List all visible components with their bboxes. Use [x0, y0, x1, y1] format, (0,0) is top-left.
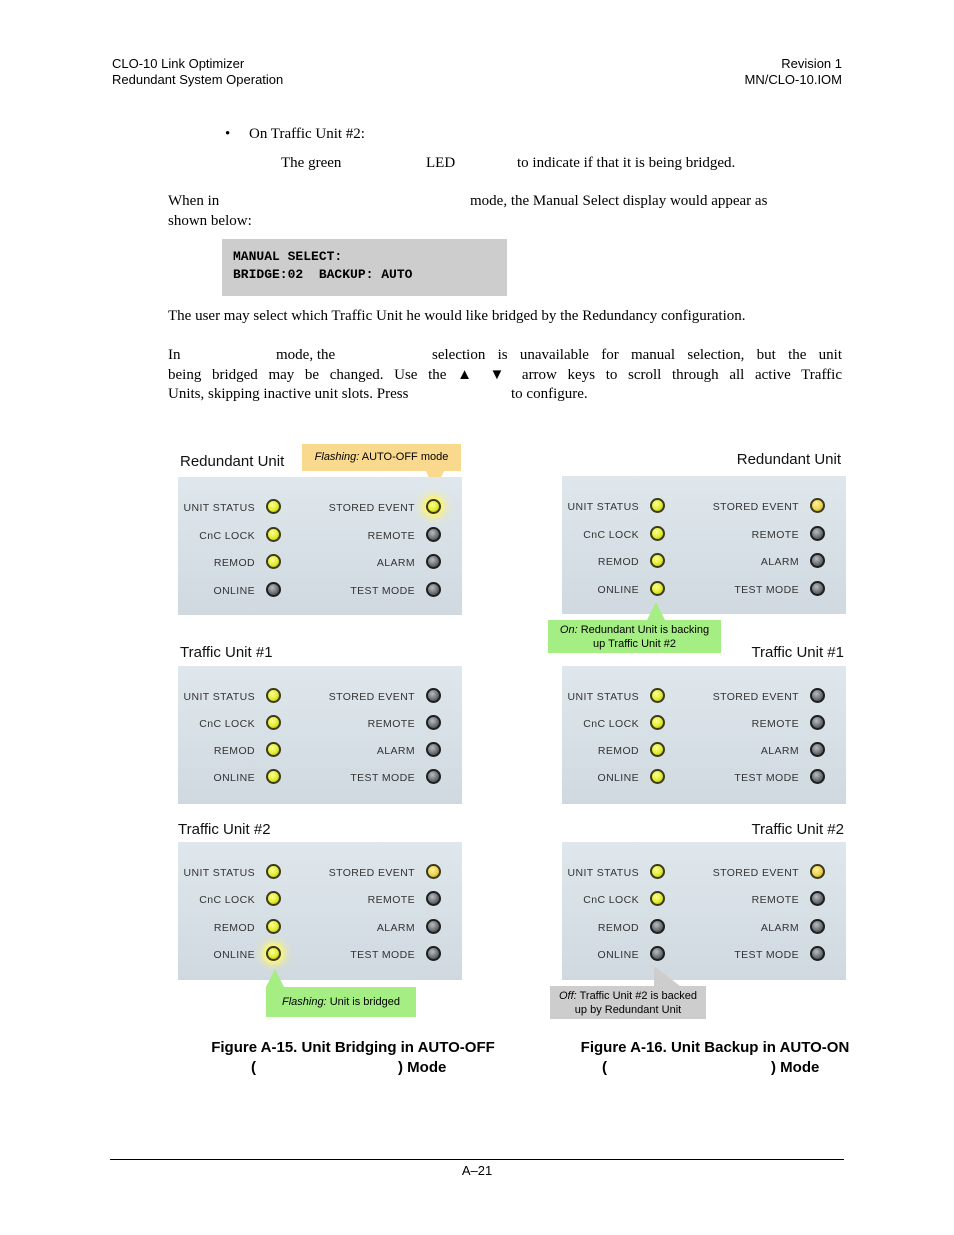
doc-title: CLO-10 Link Optimizer	[112, 56, 245, 71]
in-text-a: In	[168, 347, 181, 363]
title-traffic1-right: Traffic Unit #1	[751, 644, 844, 661]
led-alarm	[810, 553, 825, 568]
when-text-c: shown below:	[168, 213, 252, 229]
when-text-a: When in	[168, 193, 220, 209]
led-stored-event	[426, 864, 441, 879]
led-cnc-lock	[266, 527, 281, 542]
callout-bridged-pointer	[266, 969, 284, 987]
led-online	[266, 946, 281, 961]
lcd-line-2: BRIDGE:02 BACKUP: AUTO	[233, 267, 413, 282]
led-online	[266, 769, 281, 784]
page-number: A–21	[461, 1163, 493, 1178]
panel-traffic1-right: UNIT STATUS STORED EVENT CnC LOCK REMOTE REMOD ALARM ONLINE TEST MODE	[562, 666, 846, 804]
led-test-mode	[426, 946, 441, 961]
caption-figure-a15: Figure A-15. Unit Bridging in AUTO-OFF ( ) Mode	[211, 1039, 495, 1076]
user-paragraph: The user may select which Traffic Unit he would like bridged by the Redundancy configuration.	[168, 308, 746, 324]
led-alarm	[810, 742, 825, 757]
led-remote	[426, 891, 441, 906]
callout-backed-pointer	[654, 966, 680, 986]
callout-backing-pointer	[647, 602, 665, 620]
caption-figure-a16: Figure A-16. Unit Backup in AUTO-ON ( ) Mode	[580, 1039, 850, 1076]
in-line1	[168, 345, 842, 365]
indent-text-a: The green	[281, 155, 342, 171]
led-online	[650, 581, 665, 596]
led-remote	[810, 891, 825, 906]
led-stored-event	[810, 864, 825, 879]
led-cnc-lock	[266, 891, 281, 906]
led-remote	[426, 715, 441, 730]
title-redundant-left: Redundant Unit	[180, 453, 285, 470]
led-remod	[650, 742, 665, 757]
in-text-b: mode, the	[276, 347, 336, 363]
panel-traffic2-left: UNIT STATUS STORED EVENT CnC LOCK REMOTE REMOD ALARM ONLINE TEST MODE	[178, 842, 462, 980]
panel-redundant-left: UNIT STATUS STORED EVENT CnC LOCK REMOTE REMOD ALARM ONLINE TEST MODE	[178, 477, 462, 615]
led-remod	[266, 919, 281, 934]
led-stored-event	[426, 688, 441, 703]
led-remote	[810, 526, 825, 541]
led-test-mode	[810, 769, 825, 784]
led-remod	[266, 554, 281, 569]
panel-traffic1-left: UNIT STATUS STORED EVENT CnC LOCK REMOTE REMOD ALARM ONLINE TEST MODE	[178, 666, 462, 804]
led-alarm	[426, 919, 441, 934]
callout-bridged: Flashing: Unit is bridged	[266, 987, 416, 1017]
in-text-3a: Units, skipping inactive unit slots. Press	[168, 386, 409, 402]
led-cnc-lock	[650, 891, 665, 906]
led-stored-event	[810, 688, 825, 703]
led-cnc-lock	[266, 715, 281, 730]
led-remod	[650, 919, 665, 934]
when-line1	[168, 191, 842, 211]
panel-traffic2-right: UNIT STATUS STORED EVENT CnC LOCK REMOTE REMOD ALARM ONLINE TEST MODE	[562, 842, 846, 980]
doc-section: Redundant System Operation	[112, 72, 284, 87]
led-test-mode	[426, 582, 441, 597]
led-cnc-lock	[650, 526, 665, 541]
manual-select-display	[222, 239, 507, 296]
led-remote	[810, 715, 825, 730]
panel-redundant-right: UNIT STATUS STORED EVENT CnC LOCK REMOTE REMOD ALARM ONLINE TEST MODE	[562, 476, 846, 614]
in-line3	[168, 384, 842, 404]
title-traffic2-right: Traffic Unit #2	[751, 821, 844, 838]
title-redundant-right: Redundant Unit	[736, 451, 841, 468]
lcd-line-1: MANUAL SELECT:	[233, 249, 343, 264]
led-test-mode	[810, 946, 825, 961]
led-unit-status	[266, 688, 281, 703]
header-right	[744, 56, 842, 88]
led-unit-status	[650, 688, 665, 703]
doc-revision: Revision 1	[781, 56, 842, 71]
led-unit-status	[266, 864, 281, 879]
when-text-b: mode, the Manual Select display would appear as	[470, 193, 768, 209]
led-remod	[266, 742, 281, 757]
in-line2: being bridged may be changed. Use the ▲ ▼ arrow keys to scroll through all active Traffic	[168, 367, 842, 383]
led-remote	[426, 527, 441, 542]
indent-text-b: LED	[426, 155, 456, 171]
led-unit-status	[650, 498, 665, 513]
bullet-text: On Traffic Unit #2:	[249, 126, 365, 142]
doc-number: MN/CLO-10.IOM	[744, 72, 842, 87]
led-alarm	[426, 742, 441, 757]
led-stored-event	[810, 498, 825, 513]
callout-auto-off: Flashing: AUTO-OFF mode	[302, 444, 461, 471]
led-online	[266, 582, 281, 597]
led-remod	[650, 553, 665, 568]
header-left	[112, 56, 283, 88]
led-test-mode	[426, 769, 441, 784]
in-text-c: selection is unavailable for manual selection, but the unit	[432, 347, 842, 363]
footer-rule	[110, 1159, 844, 1160]
title-traffic1-left: Traffic Unit #1	[180, 644, 273, 661]
callout-backed: Off: Traffic Unit #2 is backed up by Redundant Unit	[550, 986, 706, 1019]
led-alarm	[810, 919, 825, 934]
led-cnc-lock	[650, 715, 665, 730]
led-online	[650, 769, 665, 784]
title-traffic2-left: Traffic Unit #2	[178, 821, 271, 838]
indent-text-c: to indicate if that it is being bridged.	[517, 155, 736, 171]
led-alarm	[426, 554, 441, 569]
led-online	[650, 946, 665, 961]
callout-backing: On: Redundant Unit is backing up Traffic Unit #2	[548, 620, 721, 653]
bullet-dot-icon: •	[225, 126, 231, 142]
led-unit-status	[266, 499, 281, 514]
led-unit-status	[650, 864, 665, 879]
bullet-item	[225, 126, 365, 143]
in-text-3b: to configure.	[511, 386, 588, 402]
led-test-mode	[810, 581, 825, 596]
led-stored-event	[426, 499, 441, 514]
